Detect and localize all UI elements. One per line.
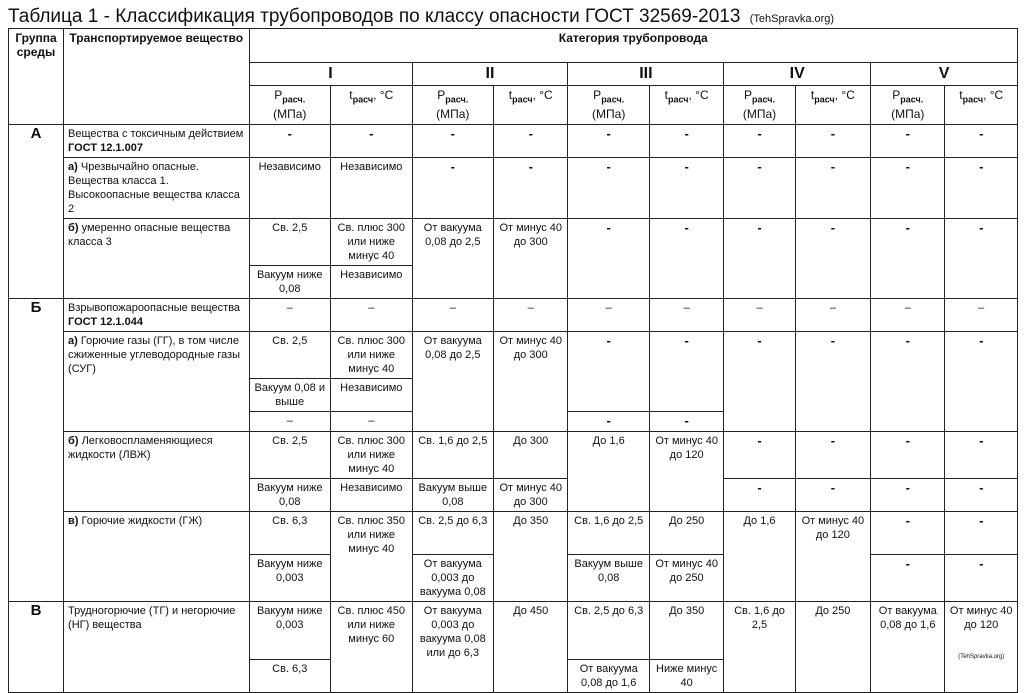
dash-cell: – [945, 299, 1018, 332]
cell-p: Св. 1,6 до 2,5 [412, 432, 494, 479]
cell-p: Св. 2,5 [249, 219, 331, 266]
cell-p: Вакуум выше 0,08 [568, 555, 650, 602]
cell-p: Св. 6,3 [249, 660, 331, 693]
header-category: Категория трубопровода [249, 29, 1018, 63]
cell-p: Св. 1,6 до 2,5 [568, 512, 650, 555]
dash-cell: – [494, 299, 568, 332]
group-A-letter: А [9, 125, 64, 299]
cell-p: Вакуум ниже 0,003 [249, 602, 331, 660]
cell-p: От вакуума 0,003 до вакуума 0,08 или до 6,3 [412, 602, 494, 693]
dash-cell: - [795, 332, 870, 432]
dash-cell: – [724, 299, 795, 332]
cell-t: До 250 [649, 512, 723, 555]
cell-t: Св. плюс 350 или ниже минус 40 [331, 512, 413, 602]
cell-t: Св. плюс 300 или ниже минус 40 [331, 432, 413, 479]
group-B-letter: Б [9, 299, 64, 602]
cell-t: От минус 40 до 120 [649, 432, 723, 512]
dash-cell: - [412, 158, 494, 219]
cell-t: Независимо [331, 379, 413, 412]
dash-cell: - [249, 125, 331, 158]
cell-p: От вакуума 0,08 до 1,6 [871, 602, 945, 693]
cell-p: Св. 6,3 [249, 512, 331, 555]
dash-cell: – [568, 299, 650, 332]
group-A-b-desc: б) умеренно опасные вещества класса 3 [64, 219, 249, 299]
cell-t: До 450 [494, 602, 568, 693]
dash-cell: - [412, 125, 494, 158]
dash-cell: - [568, 158, 650, 219]
dash-cell: - [568, 332, 650, 412]
cell-p: Св. 2,5 до 6,3 [412, 512, 494, 555]
cell-p: Св. 1,6 до 2,5 [724, 602, 795, 693]
pressure-header: $P_{расч.}$ (МПа) [249, 86, 331, 125]
table-title-text: Таблица 1 - Классификация трубопроводов по классу опасности ГОСТ 32569-2013 [8, 6, 741, 27]
dash-cell: – [649, 299, 723, 332]
dash-cell: – [795, 299, 870, 332]
dash-cell: - [331, 125, 413, 158]
group-C-desc: Трудногорючие (ТГ) и негорючие (НГ) вещества [64, 602, 249, 693]
pipeline-classification-table [8, 28, 1018, 693]
cell-t: Независимо [331, 266, 413, 299]
temperature-header: $t_{расч}$, °С [649, 86, 723, 125]
cell-p: Св. 2,5 до 6,3 [568, 602, 650, 660]
cell-t: До 350 [494, 512, 568, 602]
dash-cell: - [871, 332, 945, 432]
dash-cell: - [945, 512, 1018, 555]
dash-cell: - [795, 158, 870, 219]
cell-t: Св. плюс 450 или ниже минус 60 [331, 602, 413, 693]
cell-p: Вакуум ниже 0,08 [249, 479, 331, 512]
watermark-label: (TehSpravka.org) [958, 654, 1005, 661]
cell-p: От вакуума 0,08 до 2,5 [412, 332, 494, 432]
group-A-a-desc: а) Чрезвычайно опасные. Вещества класса 1. Высокоопасные вещества класса 2 [64, 158, 249, 219]
dash-cell: - [795, 432, 870, 479]
category-V: V [871, 63, 1018, 86]
dash-cell: - [649, 412, 723, 432]
cell-t: До 250 [795, 602, 870, 693]
dash-cell: - [568, 219, 650, 299]
cell-t: Св. плюс 300 или ниже минус 40 [331, 219, 413, 266]
dash-cell: – [871, 299, 945, 332]
temperature-header: $t_{расч}$, °С [795, 86, 870, 125]
dash-cell: - [871, 219, 945, 299]
dash-cell: - [724, 125, 795, 158]
cell-p: Вакуум ниже 0,08 [249, 266, 331, 299]
dash-cell: - [494, 125, 568, 158]
group-B-c-desc: в) Горючие жидкости (ГЖ) [64, 512, 249, 602]
cell-t: До 300 [494, 432, 568, 479]
dash-cell: - [649, 219, 723, 299]
cell-t: От минус 40 до 120 (TehSpravka.org) [945, 602, 1018, 693]
dash-cell: - [494, 158, 568, 219]
dash-cell: - [795, 125, 870, 158]
cell-p: Вакуум выше 0,08 [412, 479, 494, 512]
temperature-header: $t_{расч}$, °С [945, 86, 1018, 125]
cell-t: До 350 [649, 602, 723, 660]
dash-cell: - [724, 219, 795, 299]
cell-t: От минус 40 до 300 [494, 479, 568, 512]
cell-p: От вакуума 0,08 до 1,6 [568, 660, 650, 693]
dash-cell: – [249, 412, 331, 432]
group-B-title: Взрывопожароопасные вещества ГОСТ 12.1.044 [64, 299, 249, 332]
dash-cell: - [724, 158, 795, 219]
dash-cell: – [412, 299, 494, 332]
dash-cell: - [795, 479, 870, 512]
dash-cell: - [795, 219, 870, 299]
dash-cell: - [945, 158, 1018, 219]
cell-p: Вакуум 0,08 и выше [249, 379, 331, 412]
pressure-header: $P_{расч.}$ (МПа) [724, 86, 795, 125]
pressure-header: $P_{расч.}$ (МПа) [412, 86, 494, 125]
dash-cell: - [649, 158, 723, 219]
dash-cell: - [945, 219, 1018, 299]
cell-t: Св. плюс 300 или ниже минус 40 [331, 332, 413, 379]
cell-p: До 1,6 [568, 432, 650, 512]
dash-cell: - [871, 432, 945, 479]
cell-p: Вакуум ниже 0,003 [249, 555, 331, 602]
dash-cell: - [724, 332, 795, 432]
dash-cell: - [649, 332, 723, 412]
cell-t: От минус 40 до 250 [649, 555, 723, 602]
dash-cell: - [871, 479, 945, 512]
group-A-title: Вещества с токсичным действием ГОСТ 12.1.007 [64, 125, 249, 158]
dash-cell: - [568, 412, 650, 432]
dash-cell: - [871, 555, 945, 602]
category-III: III [568, 63, 724, 86]
header-substance: Транспортируемое вещество [64, 29, 249, 125]
pressure-header: $P_{расч.}$ (МПа) [568, 86, 650, 125]
group-B-b-desc: б) Легковоспламеняющиеся жидкости (ЛВЖ) [64, 432, 249, 512]
dash-cell: - [945, 125, 1018, 158]
dash-cell: – [331, 412, 413, 432]
cell-p: Св. 2,5 [249, 332, 331, 379]
dash-cell: - [724, 432, 795, 479]
temperature-header: $t_{расч}$, °С [331, 86, 413, 125]
dash-cell: – [249, 299, 331, 332]
category-I: I [249, 63, 412, 86]
dash-cell: - [568, 125, 650, 158]
dash-cell: - [649, 125, 723, 158]
pressure-header: $P_{расч.}$ (МПа) [871, 86, 945, 125]
cell-t: Независимо [331, 158, 413, 219]
cell-t: Ниже минус 40 [649, 660, 723, 693]
table-title [8, 6, 834, 28]
cell-p: От вакуума 0,08 до 2,5 [412, 219, 494, 299]
dash-cell: - [945, 332, 1018, 432]
cell-t: От минус 40 до 120 [795, 512, 870, 602]
dash-cell: - [945, 555, 1018, 602]
category-IV: IV [724, 63, 871, 86]
header-group: Группа среды [9, 29, 64, 125]
dash-cell: - [871, 512, 945, 555]
dash-cell: - [871, 125, 945, 158]
dash-cell: - [724, 479, 795, 512]
cell-t: От минус 40 до 300 [494, 219, 568, 299]
cell-t: От минус 40 до 300 [494, 332, 568, 432]
cell-t: Независимо [331, 479, 413, 512]
category-II: II [412, 63, 568, 86]
cell-p: Св. 2,5 [249, 432, 331, 479]
cell-p: Независимо [249, 158, 331, 219]
source-label: (TehSpravka.org) [749, 13, 835, 25]
cell-p: От вакуума 0,003 до вакуума 0,08 [412, 555, 494, 602]
dash-cell: – [331, 299, 413, 332]
temperature-header: $t_{расч}$, °С [494, 86, 568, 125]
dash-cell: - [945, 479, 1018, 512]
group-B-a-desc: а) Горючие газы (ГГ), в том числе сжиженные углеводородные газы (СУГ) [64, 332, 249, 432]
cell-p: До 1,6 [724, 512, 795, 602]
group-C-letter: В [9, 602, 64, 693]
dash-cell: - [871, 158, 945, 219]
dash-cell: - [945, 432, 1018, 479]
